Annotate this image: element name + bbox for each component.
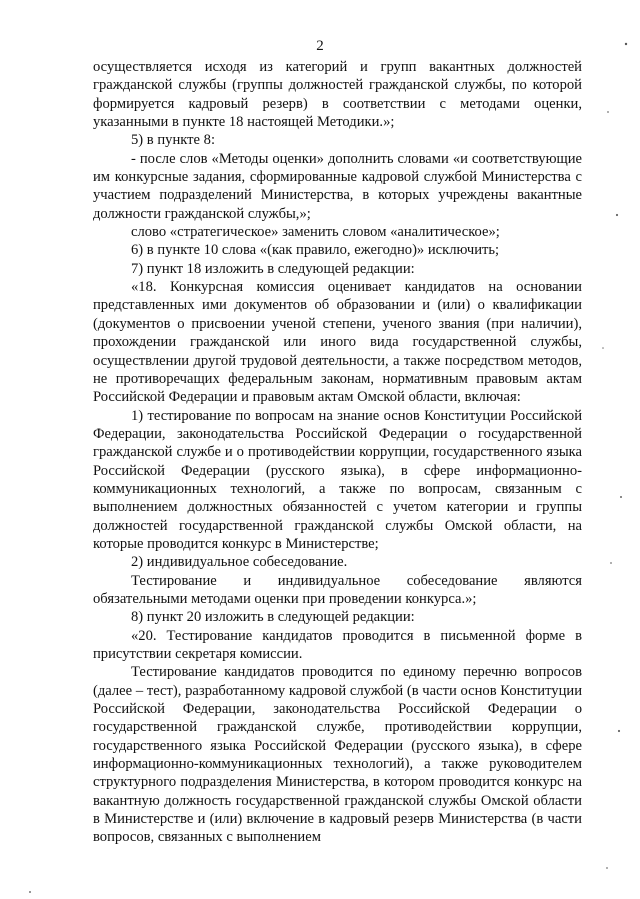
paragraph-point-20: «20. Тестирование кандидатов проводится в письменной форме в присутствии секретаря комиссии. (93, 627, 582, 662)
scan-speck (620, 496, 622, 498)
scan-speck (610, 562, 612, 564)
paragraph-testing-method: 1) тестирование по вопросам на знание основ Конституции Российской Федерации, законодательства Российской Федерации о государственной гражданской службе и о противодействии коррупции, государственного языка Российской Федерации (русского языка), в сфере информационно-коммуникационных технологий, а также по вопросам, связанным с выполнением должностных обязанностей с учетом категории и группы должностей государственной гражданской службы Омской области, на которые проводится конкурс в Министерстве; (93, 407, 582, 552)
paragraph-word-replacement: слово «стратегическое» заменить словом «аналитическое»; (131, 224, 500, 241)
scan-speck (607, 111, 609, 113)
paragraph-item-6: 6) в пункте 10 слова «(как правило, ежегодно)» исключить; (131, 242, 500, 259)
scan-speck (616, 214, 618, 216)
page-number: 2 (316, 38, 324, 54)
scan-speck (606, 867, 608, 869)
paragraph-item-5: 5) в пункте 8: (131, 132, 216, 149)
paragraph-mandatory-methods: Тестирование и индивидуальное собеседование являются обязательными методами оценки при проведении конкурса.»; (93, 572, 582, 607)
document-body (93, 58, 582, 847)
paragraph-point-18: «18. Конкурсная комиссия оценивает кандидатов на основании представленных ими документов об образовании и (или) о квалификации (документов о присвоении ученой степени, ученого звания (при наличии), прохождении гражданской или иного вида государственной службы, осуществлении другой трудовой деятельности, а также посредством методов, не противоречащих федеральным законам, нормативным правовым актам Российской Федерации и правовым актам Омской области, включая: (93, 279, 582, 406)
paragraph-item-7: 7) пункт 18 изложить в следующей редакции: (131, 260, 415, 277)
scan-speck (29, 891, 31, 893)
scan-speck (618, 730, 620, 732)
paragraph-test-description: Тестирование кандидатов проводится по единому перечню вопросов (далее – тест), разработанному кадровой службой (в части основ Конституции Российской Федерации, законодательства Российской Федерации о государственной гражданской службе, противодействии коррупции, государственного языка Российской Федерации (русского языка), в сфере информационно-коммуникационных технологий), а также руководителем структурного подразделения Министерства, в котором проводится конкурс на вакантную должность государственной гражданской службы Омской области в Министерстве и (или) включение в кадровый резерв Министерства (в части вопросов, связанных с выполнением (93, 664, 582, 846)
paragraph-dash-amendment: - после слов «Методы оценки» дополнить словами «и соответствующие им конкурсные задания, сформированные кадровой службой Министерства с участием подразделений Министерства, в которых учреждены вакантные должности гражданской службы,»; (93, 150, 582, 222)
scan-speck (602, 347, 604, 349)
paragraph-item-8: 8) пункт 20 изложить в следующей редакции: (131, 609, 415, 626)
paragraph-interview-method: 2) индивидуальное собеседование. (131, 554, 348, 571)
paragraph-continuation: осуществляется исходя из категорий и групп вакантных должностей гражданской службы (группы должностей гражданской службы, по которой формируется кадровый резерв) в соответствии с методами оценки, указанными в пункте 18 настоящей Методики.»; (93, 59, 582, 131)
